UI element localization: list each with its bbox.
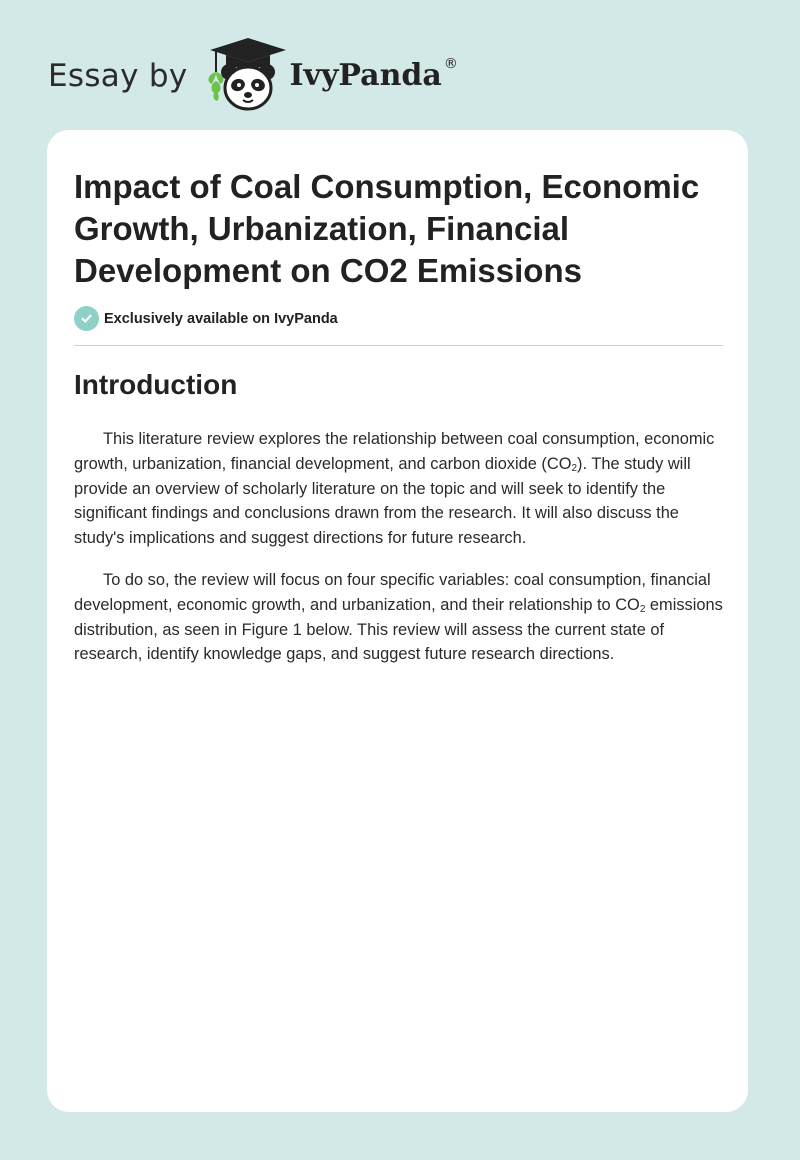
paragraph-1-text-a: This literature review explores the relationship between coal consumption, economic growth, urbanization, financial development, and carbon dioxide (CO	[74, 430, 715, 473]
paragraph-2-subscript: 2	[639, 603, 646, 615]
section-heading-introduction: Introduction	[74, 369, 238, 400]
paragraph-1-text-b: ). The study will provide an overview of scholarly literature on the topic and will seek to identify the significant findings and conclusions drawn from the research. It will also discuss the study's implications and suggest directions for future research.	[74, 454, 691, 548]
registered-mark: ®	[443, 56, 458, 72]
paragraph-2-text-b: emissions distribution, as seen in Figure 1 below. This review will assess the current state of research, identify knowledge gaps, and suggest future research directions.	[74, 595, 723, 664]
exclusive-badge	[74, 306, 338, 331]
exclusive-badge-text: Exclusively available on IvyPanda	[104, 310, 338, 327]
essay-title: Impact of Coal Consumption, Economic Growth, Urbanization, Financial Development on CO2 Emissions	[74, 168, 700, 289]
checkmark-icon	[74, 306, 99, 331]
paragraph-1-subscript: 2	[571, 462, 578, 474]
paragraph-2-text-a: To do so, the review will focus on four specific variables: coal consumption, financial development, economic growth, and urbanization, and their relationship to CO	[74, 570, 711, 614]
essay-by-label: Essay by	[48, 57, 188, 94]
paragraph-1	[74, 427, 726, 551]
paragraph-2	[74, 568, 726, 667]
site-header	[48, 34, 458, 114]
panda-graduation-cap-logo-icon[interactable]	[202, 34, 294, 114]
essay-card	[47, 130, 748, 1112]
brand-name[interactable]: IvyPanda	[289, 58, 442, 93]
divider	[74, 345, 723, 346]
essay-body	[74, 427, 726, 684]
